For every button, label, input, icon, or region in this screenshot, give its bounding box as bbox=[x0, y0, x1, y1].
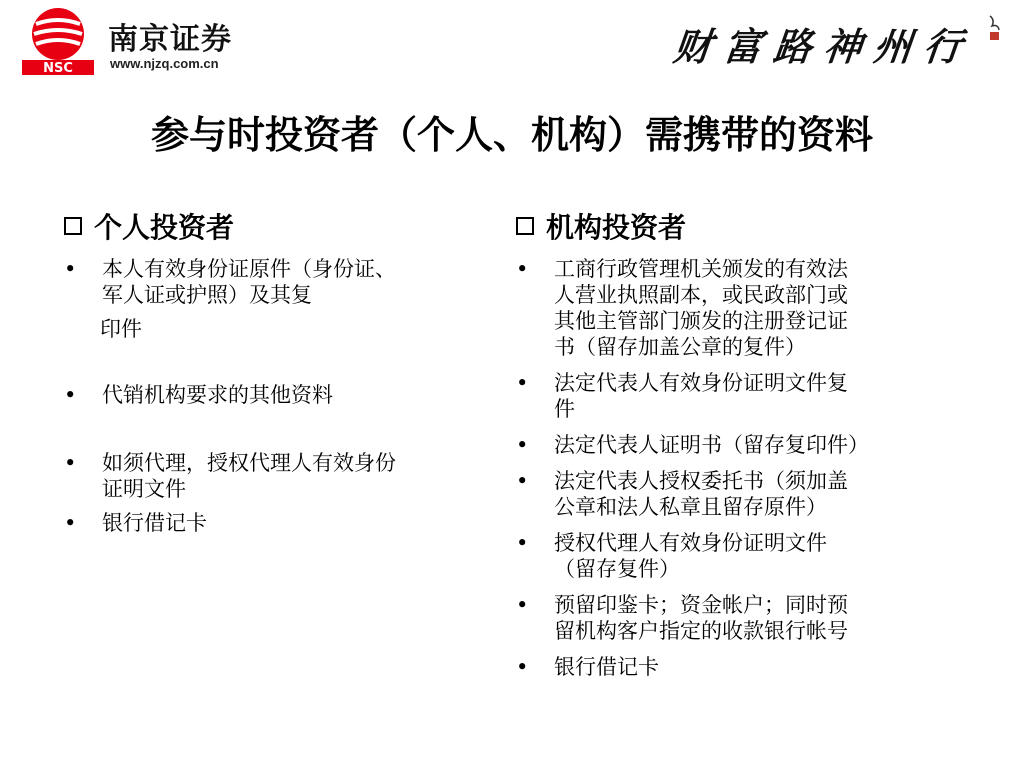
bullet-icon: • bbox=[516, 593, 529, 617]
list-item bbox=[516, 256, 956, 360]
page-title: 参与时投资者（个人、机构）需携带的资料 bbox=[150, 112, 873, 157]
item-line: 预留印鉴卡；资金帐户；同时预 bbox=[554, 593, 848, 617]
item-line: 印件 bbox=[100, 317, 142, 341]
list-item bbox=[516, 370, 956, 422]
list-item-continuation bbox=[64, 316, 484, 342]
item-line: 留机构客户指定的收款银行帐号 bbox=[554, 619, 848, 643]
list-item bbox=[516, 432, 956, 458]
seal-stamp-icon bbox=[986, 14, 1004, 42]
list-item bbox=[64, 510, 484, 536]
item-line: 法定代表人有效身份证明文件复 bbox=[554, 371, 848, 395]
list-item bbox=[64, 450, 484, 502]
item-line: 法定代表人授权委托书（须加盖 bbox=[554, 469, 848, 493]
item-line: 如须代理，授权代理人有效身份 bbox=[102, 451, 396, 475]
item-line: 代销机构要求的其他资料 bbox=[102, 383, 333, 407]
bullet-icon: • bbox=[516, 371, 529, 395]
logo-url: www.njzq.com.cn bbox=[110, 56, 219, 71]
institutional-investors-heading bbox=[516, 206, 956, 246]
item-line: 人营业执照副本，或民政部门或 bbox=[554, 283, 848, 307]
slogan-text: 财富路神州行 bbox=[671, 24, 977, 69]
item-line: 公章和法人私章且留存原件） bbox=[554, 495, 827, 519]
item-line: 授权代理人有效身份证明文件 bbox=[554, 531, 827, 555]
bullet-icon: • bbox=[516, 655, 529, 679]
calligraphy-slogan bbox=[671, 10, 1004, 70]
item-line: 法定代表人证明书（留存复印件） bbox=[554, 433, 869, 457]
logo-mark-text: NSC bbox=[43, 61, 73, 76]
item-line: 书（留存加盖公章的复件） bbox=[554, 335, 806, 359]
item-line: 本人有效身份证原件（身份证、 bbox=[102, 257, 396, 281]
bullet-icon: • bbox=[516, 433, 529, 457]
bullet-icon: • bbox=[64, 257, 77, 281]
list-item bbox=[516, 468, 956, 520]
item-line: 件 bbox=[554, 397, 575, 421]
institutional-investors-section bbox=[516, 206, 956, 680]
individual-investors-heading bbox=[64, 206, 484, 246]
list-item bbox=[516, 530, 956, 582]
checkbox-icon bbox=[516, 217, 534, 235]
item-line: （留存复件） bbox=[554, 557, 680, 581]
list-item bbox=[516, 654, 956, 680]
item-line: 其他主管部门颁发的注册登记证 bbox=[554, 309, 848, 333]
item-line: 军人证或护照）及其复 bbox=[102, 283, 312, 307]
heading-label: 机构投资者 bbox=[546, 211, 687, 244]
list-item bbox=[64, 382, 484, 408]
heading-label: 个人投资者 bbox=[94, 211, 235, 244]
list-item bbox=[64, 256, 484, 308]
bullet-icon: • bbox=[516, 531, 529, 555]
bullet-icon: • bbox=[64, 383, 77, 407]
item-line: 证明文件 bbox=[102, 477, 186, 501]
checkbox-icon bbox=[64, 217, 82, 235]
individual-investors-section bbox=[64, 206, 484, 536]
nsc-logo-icon bbox=[20, 6, 96, 76]
institutional-requirements-list bbox=[516, 256, 956, 680]
company-logo bbox=[20, 6, 260, 78]
bullet-icon: • bbox=[516, 469, 529, 493]
bullet-icon: • bbox=[64, 511, 77, 535]
list-item bbox=[516, 592, 956, 644]
item-line: 银行借记卡 bbox=[554, 655, 659, 679]
logo-company-name: 南京证券 bbox=[108, 22, 232, 57]
item-line: 银行借记卡 bbox=[102, 511, 207, 535]
bullet-icon: • bbox=[516, 257, 529, 281]
individual-requirements-list bbox=[64, 256, 484, 536]
bullet-icon: • bbox=[64, 451, 77, 475]
item-line: 工商行政管理机关颁发的有效法 bbox=[554, 257, 848, 281]
